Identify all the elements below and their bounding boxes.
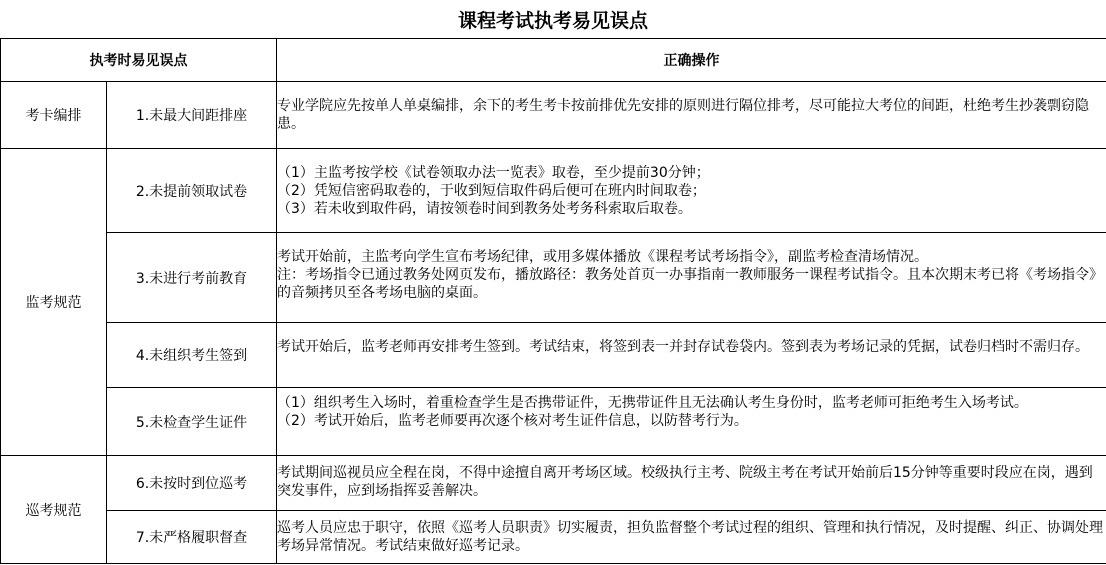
operation-cell [277, 511, 1106, 564]
operation-line: 注：考场指令已通过教务处网页发布，播放路径：教务处首页一办事指南一教师服务一课程考试指令。且本次期末考已将《考场指令》的音频拷贝至各考场电脑的桌面。 [277, 267, 1103, 301]
category-cell: 巡考规范 [1, 456, 107, 564]
mistake-item: 4.未组织考生签到 [107, 323, 277, 388]
operation-line: 巡考人员应忠于职守，依照《巡考人员职责》切实履责，担负监督整个考试过程的组织、管理和执行情况，及时提醒、纠正、协调处理考场异常情况。考试结束做好巡考记录。 [277, 520, 1103, 554]
table-row [1, 323, 1106, 388]
table-row [1, 82, 1106, 149]
header-row [1, 39, 1106, 82]
operation-line: 考试开始后，监考老师再安排考生签到。考试结束，将签到表一并封存试卷袋内。签到表为考场记录的凭据，试卷归档时不需归存。 [277, 339, 1089, 355]
operation-cell [277, 388, 1106, 456]
operation-line: （2）凭短信密码取卷的，于收到短信取件码后便可在班内时间取卷； [277, 183, 706, 199]
operation-line: （1）主监考按学校《试卷领取办法一览表》取卷，至少提前30分钟； [277, 165, 710, 181]
operation-line: 专业学院应先按单人单桌编排，余下的考生考卡按前排优先安排的原则进行隔位排考，尽可能拉大考位的间距，杜绝考生抄袭剽窃隐患。 [277, 98, 1089, 132]
operation-line: （3）若未收到取件码，请按领卷时间到教务处考务科索取后取卷。 [277, 201, 692, 217]
mistake-item: 5.未检查学生证件 [107, 388, 277, 456]
table-row [1, 456, 1106, 511]
mistake-item: 6.未按时到位巡考 [107, 456, 277, 511]
table-row [1, 233, 1106, 323]
page-title: 课程考试执考易见误点 [457, 9, 648, 32]
operation-cell [277, 233, 1106, 323]
mistake-item: 2.未提前领取试卷 [107, 149, 277, 233]
operation-cell [277, 149, 1106, 233]
operation-line: （2）考试开始后，监考老师要再次逐个核对考生证件信息，以防替考行为。 [277, 413, 748, 429]
header-correct-operation: 正确操作 [277, 39, 1106, 82]
operation-line: （1）组织考生入场时，着重检查学生是否携带证件，无携带证件且无法确认考生身份时，监考老师可拒绝考生入场考试。 [277, 395, 1028, 411]
table-row [1, 388, 1106, 456]
category-cell: 考卡编排 [1, 82, 107, 149]
mistake-item: 1.未最大间距排座 [107, 82, 277, 149]
operation-cell [277, 323, 1106, 388]
category-cell: 监考规范 [1, 149, 107, 456]
operation-cell [277, 82, 1106, 149]
operation-cell [277, 456, 1106, 511]
operation-line: 考试期间巡视员应全程在岗，不得中途擅自离开考场区域。校级执行主考、院级主考在考试开始前后15分钟等重要时段应在岗，遇到突发事件，应到场指挥妥善解决。 [277, 465, 1093, 499]
mistake-item: 3.未进行考前教育 [107, 233, 277, 323]
table-row [1, 511, 1106, 564]
table-row [1, 149, 1106, 233]
header-mistakes: 执考时易见误点 [1, 39, 277, 82]
mistakes-table [0, 38, 1106, 564]
mistake-item: 7.未严格履职督查 [107, 511, 277, 564]
operation-line: 考试开始前，主监考向学生宣布考场纪律，或用多媒体播放《课程考试考场指令》，副监考检查清场情况。 [277, 249, 928, 265]
